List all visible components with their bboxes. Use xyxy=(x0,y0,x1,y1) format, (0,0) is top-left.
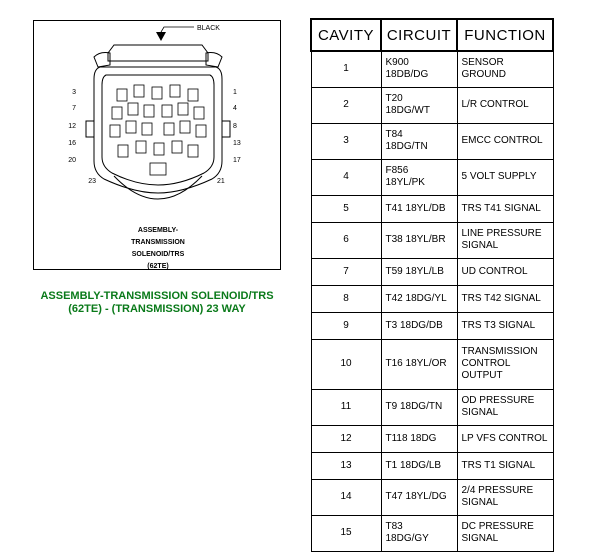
caption-line: (62TE) - (TRANSMISSION) 23 WAY xyxy=(68,303,246,315)
table-row xyxy=(311,285,553,312)
pin-label-left: 12 xyxy=(68,123,76,130)
function-text-line: SIGNAL xyxy=(461,407,499,418)
function-cell xyxy=(457,195,553,222)
pin-label-left: 16 xyxy=(68,140,76,147)
function-cell xyxy=(457,87,553,123)
circuit-text-line: 18YL/PK xyxy=(385,177,425,188)
header-cavity: CAVITY xyxy=(311,19,381,51)
cavity-cell: 7 xyxy=(311,258,381,285)
circuit-text-line: T83 xyxy=(385,521,403,532)
circuit-cell xyxy=(381,425,457,452)
function-cell xyxy=(457,159,553,195)
function-cell xyxy=(457,425,553,452)
assembly-name-line: ASSEMBLY- xyxy=(137,227,179,234)
circuit-text-line: 18DG/TN xyxy=(385,141,428,152)
table-row xyxy=(311,479,553,515)
cavity-cell: 8 xyxy=(311,285,381,312)
circuit-text-line: T118 18DG xyxy=(385,432,437,444)
function-text-line: DC PRESSURE xyxy=(461,521,534,532)
function-text-line: UD CONTROL xyxy=(461,265,528,277)
circuit-text-line: T47 18YL/DG xyxy=(385,491,447,502)
cavity-cell: 2 xyxy=(311,87,381,123)
circuit-cell xyxy=(381,87,457,123)
function-text-line: TRS T3 SIGNAL xyxy=(461,319,536,331)
circuit-cell xyxy=(381,159,457,195)
pin-label-right: 13 xyxy=(233,140,241,147)
cavity-cell: 14 xyxy=(311,479,381,515)
connector-body xyxy=(86,45,230,199)
function-cell xyxy=(457,389,553,425)
function-text-line: L/R CONTROL xyxy=(461,99,529,110)
function-text-line: CONTROL xyxy=(461,358,511,369)
color-label: BLACK xyxy=(197,25,220,32)
circuit-cell xyxy=(381,515,457,551)
header-circuit: CIRCUIT xyxy=(381,19,457,51)
pin-label-left: 7 xyxy=(72,105,76,112)
color-leader-line xyxy=(161,27,194,32)
function-text-line: SENSOR GROUND xyxy=(461,57,506,81)
circuit-text-line: K900 xyxy=(385,57,409,69)
cavity-cell: 5 xyxy=(311,195,381,222)
connector-figure xyxy=(33,20,281,270)
circuit-text-line: T59 18YL/LB xyxy=(385,265,444,277)
pinout-table xyxy=(310,18,554,552)
function-text-line: SIGNAL xyxy=(461,240,499,251)
table-row xyxy=(311,389,553,425)
assembly-name-line: SOLENOID/TRS xyxy=(131,251,185,258)
table-row xyxy=(311,51,553,87)
function-text-line: OD PRESSURE xyxy=(461,395,535,406)
circuit-text-line: T20 xyxy=(385,93,403,104)
function-cell xyxy=(457,285,553,312)
circuit-cell xyxy=(381,222,457,258)
function-cell xyxy=(457,51,553,87)
header-function: FUNCTION xyxy=(457,19,553,51)
assembly-name-line: TRANSMISSION xyxy=(131,239,185,246)
pin-label-right: 8 xyxy=(233,123,237,130)
circuit-cell xyxy=(381,51,457,87)
function-text-line: TRS T1 SIGNAL xyxy=(461,459,536,471)
function-text-line: 2/4 PRESSURE xyxy=(461,485,534,496)
caption-line: ASSEMBLY-TRANSMISSION SOLENOID/TRS xyxy=(40,290,274,302)
function-cell xyxy=(457,452,553,479)
circuit-text-line: T9 18DG/TN xyxy=(385,401,443,412)
circuit-cell xyxy=(381,479,457,515)
table-row xyxy=(311,123,553,159)
function-text-line: TRS T42 SIGNAL xyxy=(461,292,541,304)
circuit-text-line: 18DG/WT xyxy=(385,105,430,116)
table-row xyxy=(311,87,553,123)
function-text-line: LP VFS CONTROL xyxy=(461,432,548,444)
table-row xyxy=(311,195,553,222)
pin-label-right: 21 xyxy=(217,178,225,185)
table-header-row xyxy=(311,19,553,51)
cavity-cell: 3 xyxy=(311,123,381,159)
cavity-cell: 11 xyxy=(311,389,381,425)
cavity-cell: 13 xyxy=(311,452,381,479)
circuit-cell xyxy=(381,285,457,312)
function-text-line: SIGNAL xyxy=(461,497,499,508)
circuit-cell xyxy=(381,195,457,222)
function-text-line: LINE PRESSURE xyxy=(461,228,542,239)
cavity-cell: 15 xyxy=(311,515,381,551)
circuit-cell xyxy=(381,258,457,285)
circuit-text-line: 18DB/DG xyxy=(385,69,429,81)
function-cell xyxy=(457,123,553,159)
cavity-cell: 10 xyxy=(311,339,381,389)
circuit-text-line: T38 18YL/BR xyxy=(385,234,446,245)
circuit-text-line: T3 18DG/DB xyxy=(385,319,443,331)
function-cell xyxy=(457,479,553,515)
circuit-text-line: T41 18YL/DB xyxy=(385,202,446,214)
table-row xyxy=(311,159,553,195)
function-text-line: SIGNAL xyxy=(461,533,499,544)
table-body xyxy=(311,51,553,551)
table-row xyxy=(311,312,553,339)
cavity-cell: 4 xyxy=(311,159,381,195)
function-text-line: 5 VOLT SUPPLY xyxy=(461,171,537,182)
pin-label-left: 3 xyxy=(72,89,76,96)
function-text-line: TRANSMISSION xyxy=(461,346,538,357)
circuit-text-line: T16 18YL/OR xyxy=(385,358,447,369)
connector-drawing xyxy=(34,21,282,271)
cavity-terminals xyxy=(110,85,206,175)
cavity-cell: 12 xyxy=(311,425,381,452)
circuit-cell xyxy=(381,123,457,159)
function-text-line: TRS T41 SIGNAL xyxy=(461,202,541,214)
circuit-cell xyxy=(381,312,457,339)
color-arrow xyxy=(156,32,166,41)
function-cell xyxy=(457,515,553,551)
function-cell xyxy=(457,222,553,258)
assembly-name-line: (62TE) xyxy=(147,263,169,270)
table-row xyxy=(311,425,553,452)
pin-label-right: 17 xyxy=(233,157,241,164)
circuit-text-line: T42 18DG/YL xyxy=(385,292,447,304)
pin-label-left: 23 xyxy=(88,178,96,185)
table-row xyxy=(311,452,553,479)
table-row xyxy=(311,339,553,389)
function-cell xyxy=(457,312,553,339)
circuit-cell xyxy=(381,389,457,425)
table-row xyxy=(311,515,553,551)
cavity-cell: 6 xyxy=(311,222,381,258)
pin-label-left: 20 xyxy=(68,157,76,164)
table-row xyxy=(311,222,553,258)
table-row xyxy=(311,258,553,285)
circuit-text-line: 18DG/GY xyxy=(385,533,429,544)
circuit-text-line: T1 18DG/LB xyxy=(385,459,442,471)
pin-label-right: 4 xyxy=(233,105,237,112)
circuit-cell xyxy=(381,452,457,479)
circuit-text-line: F856 xyxy=(385,165,409,176)
connector-caption xyxy=(33,290,281,316)
function-text-line: OUTPUT xyxy=(461,370,503,381)
circuit-cell xyxy=(381,339,457,389)
function-cell xyxy=(457,339,553,389)
circuit-text-line: T84 xyxy=(385,129,403,140)
cavity-cell: 9 xyxy=(311,312,381,339)
pin-label-right: 1 xyxy=(233,89,237,96)
function-text-line: EMCC CONTROL xyxy=(461,135,543,146)
function-cell xyxy=(457,258,553,285)
cavity-cell: 1 xyxy=(311,51,381,87)
